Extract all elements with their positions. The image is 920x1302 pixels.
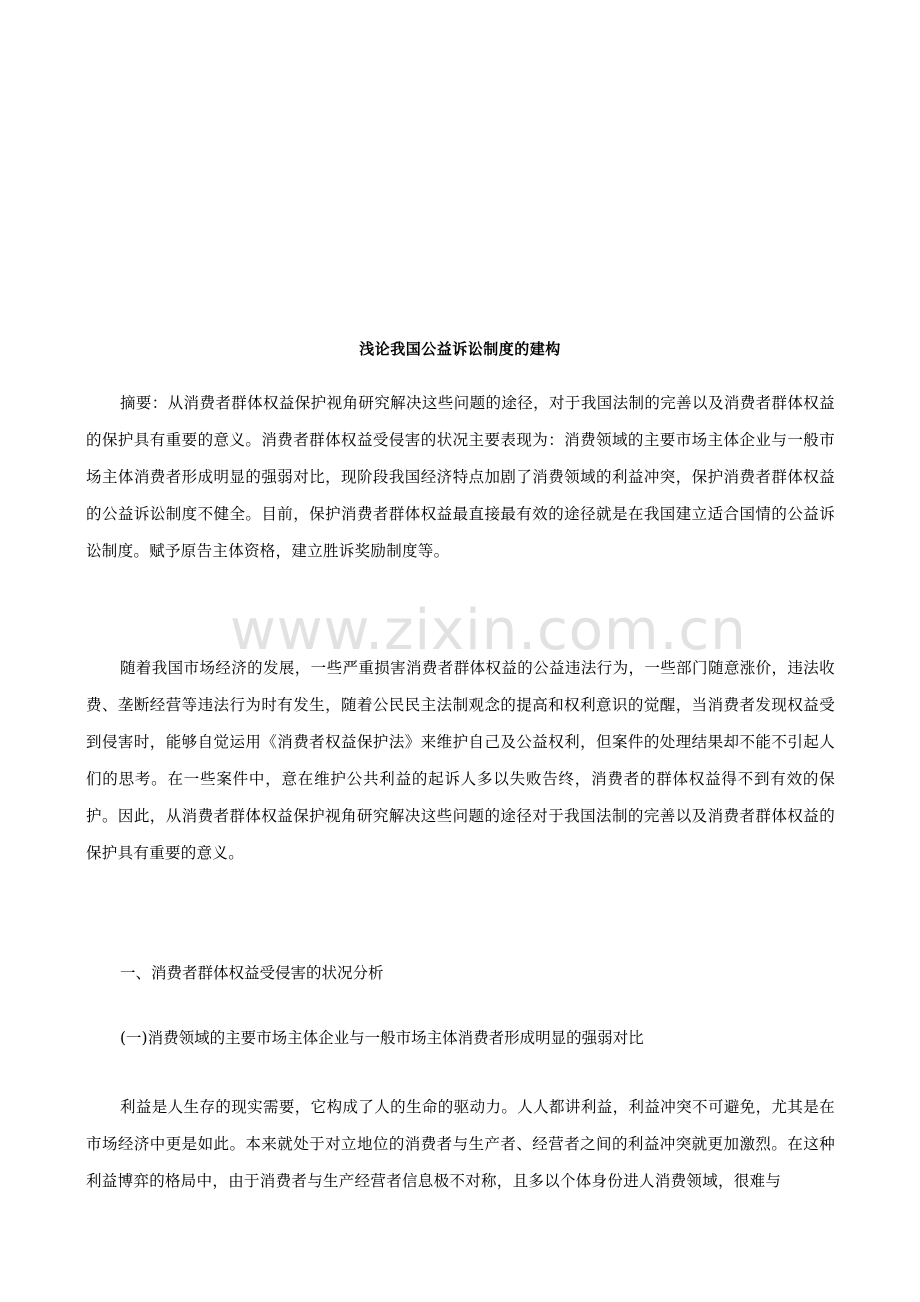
subsection-heading: (一)消费领域的主要市场主体企业与一般市场主体消费者形成明显的强弱对比 [120,1029,644,1047]
section-heading: 一、消费者群体权益受侵害的状况分析 [120,964,384,982]
abstract-paragraph: 摘要：从消费者群体权益保护视角研究解决这些问题的途径，对于我国法制的完善以及消费者群体权益的保护具有重要的意义。消费者群体权益受侵害的状况主要表现为：消费领域的主要市场主体企业与一般市场主体消费者形成明显的强弱对比，现阶段我国经济特点加剧了消费领域的利益冲突，保护消费者群体权益的公益诉讼制度不健全。目前，保护消费者群体权益最直接最有效的途径就是在我国建立适合国情的公益诉讼制度。赋予原告主体资格，建立胜诉奖励制度等。 [86,394,835,560]
watermark-logo: www.zixin.com.cn [230,598,747,663]
body-paragraph: 利益是人生存的现实需要，它构成了人的生命的驱动力。人人都讲利益，利益冲突不可避免，尤其是在市场经济中更是如此。本来就处于对立地位的消费者与生产者、经营者之间的利益冲突就更加激烈。在这种利益博弈的格局中，由于消费者与生产经营者信息极不对称，且多以个体身份进人消费领域，很难与 [86,1098,835,1190]
document-title: 浅论我国公益诉讼制度的建构 [359,340,561,358]
intro-paragraph: 随着我国市场经济的发展，一些严重损害消费者群体权益的公益违法行为，一些部门随意涨价，违法收费、垄断经营等违法行为时有发生，随着公民民主法制观念的提高和权利意识的觉醒，当消费者发现权益受到侵害时，能够自觉运用《消费者权益保护法》来维护自己及公益权利，但案件的处理结果却不能不引起人们的思考。在一些案件中，意在维护公共利益的起诉人多以失败告终，消费者的群体权益得不到有效的保护。因此，从消费者群体权益保护视角研究解决这些问题的途径对于我国法制的完善以及消费者群体权益的保护具有重要的意义。 [86,659,835,862]
